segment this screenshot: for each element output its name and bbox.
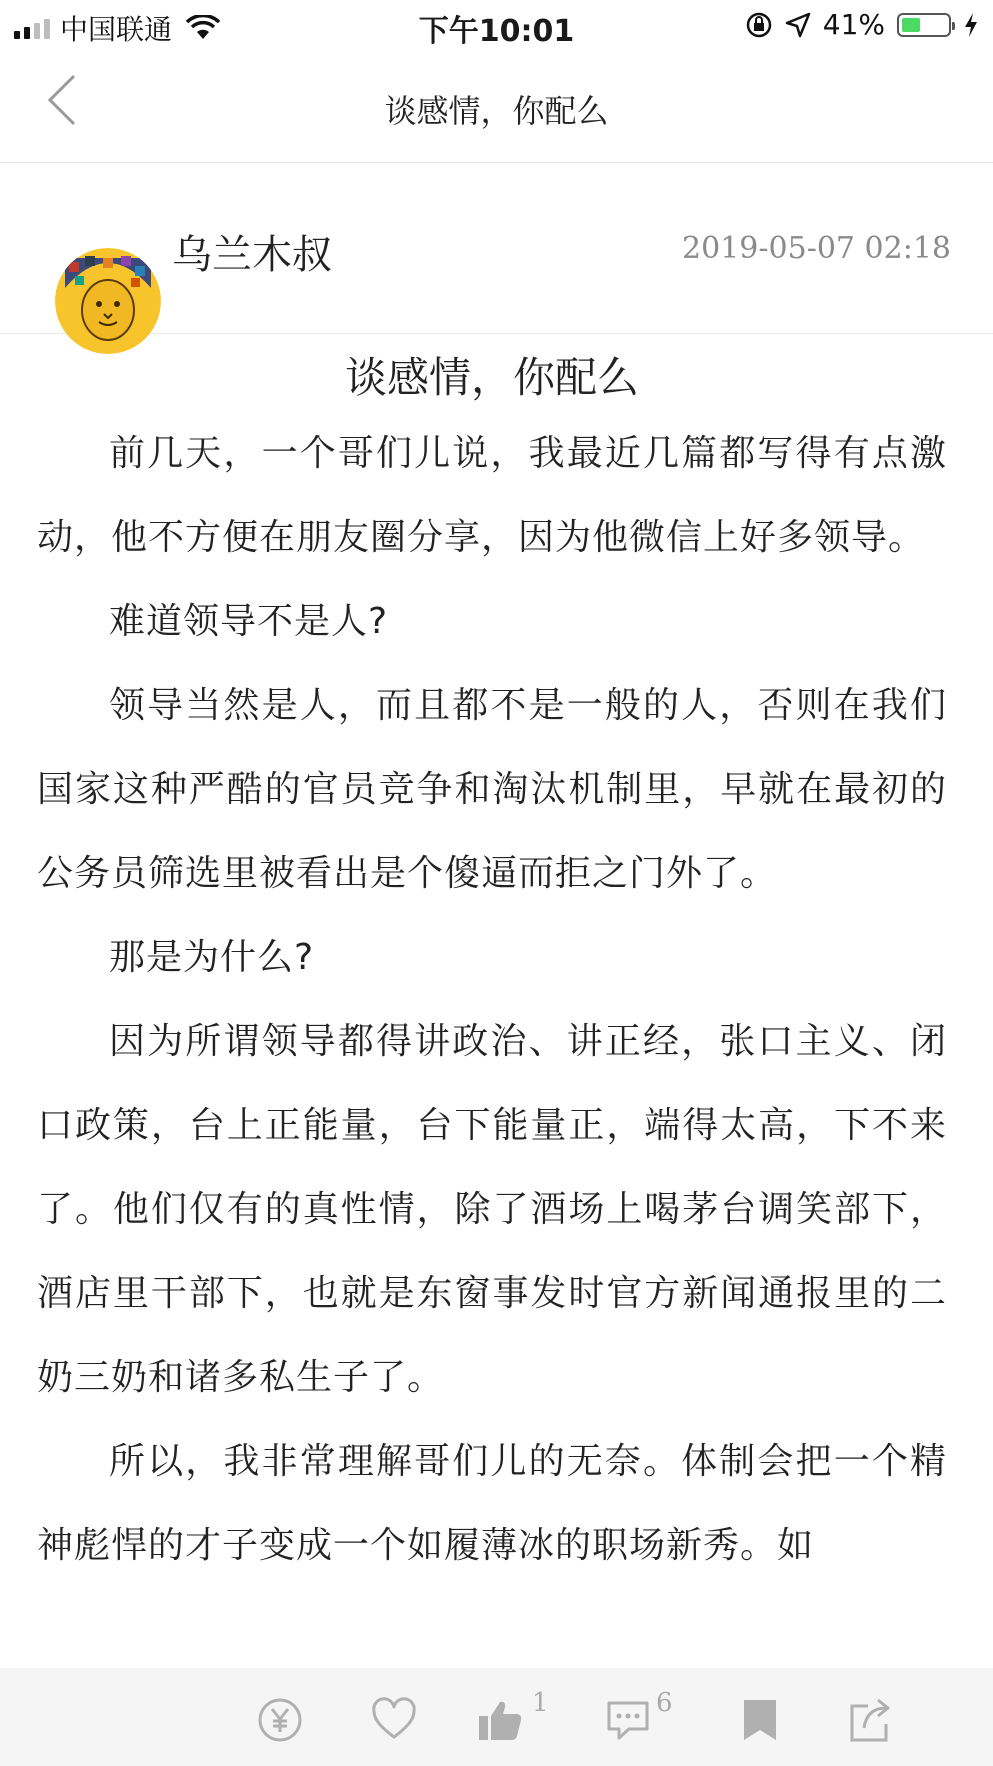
article-paragraph: 领导当然是人，而且都不是一般的人，否则在我们国家这种严酷的官员竞争和淘汰机制里，早就在最初的公务员筛选里被看出是个傻逼而拒之门外了。 — [37, 685, 947, 894]
article-paragraph: 那是为什么? — [109, 937, 315, 978]
comment-count: 6 — [656, 1688, 673, 1718]
article-paragraph: 前几天，一个哥们儿说，我最近几篇都写得有点激动，他不方便在朋友圈分享，因为他微信上好多领导。 — [37, 433, 947, 558]
post-timestamp: 2019-05-07 02:18 — [682, 231, 951, 266]
author-name[interactable]: 乌兰木叔 — [172, 232, 332, 278]
bookmark-button[interactable] — [736, 1696, 784, 1744]
status-time: 下午10:01 — [418, 14, 575, 49]
carrier-label: 中国联通 — [60, 13, 173, 46]
comment-icon — [604, 1696, 652, 1744]
status-bar — [0, 0, 993, 50]
article-paragraph: 因为所谓领导都得讲政治、讲正经，张口主义、闭口政策，台上正能量，台下能量正，端得太高，下不来了。他们仅有的真性情，除了酒场上喝茅台调笑部下，酒店里干部下，也就是东窗事发时官方新闻通报里的二奶三奶和诸多私生子了。 — [37, 1021, 947, 1398]
like-button[interactable] — [476, 1688, 549, 1744]
navigation-bar — [0, 50, 993, 163]
location-arrow-icon — [785, 12, 811, 38]
share-button[interactable] — [846, 1696, 894, 1744]
share-icon — [846, 1696, 894, 1744]
heart-icon — [370, 1696, 418, 1744]
status-right — [745, 8, 979, 41]
article-paragraph: 难道领导不是人? — [109, 601, 389, 642]
bookmark-icon — [736, 1696, 784, 1744]
tip-button[interactable] — [256, 1696, 304, 1744]
comment-button[interactable] — [604, 1688, 673, 1744]
like-count: 1 — [532, 1688, 549, 1718]
battery-icon — [897, 13, 951, 37]
yuan-coin-icon — [256, 1696, 304, 1744]
battery-percent: 41% — [822, 8, 885, 41]
orientation-lock-icon — [745, 11, 773, 39]
charging-bolt-icon — [963, 12, 979, 38]
thumbs-up-icon — [476, 1696, 524, 1744]
article-title: 谈感情，你配么 — [344, 353, 639, 402]
author-header — [0, 163, 993, 334]
article-body — [37, 350, 947, 1588]
bottom-toolbar — [0, 1668, 993, 1766]
article-paragraph: 所以，我非常理解哥们儿的无奈。体制会把一个精神彪悍的才子变成一个如履薄冰的职场新秀。如 — [37, 1441, 947, 1566]
favorite-button[interactable] — [370, 1696, 418, 1744]
page-title: 谈感情，你配么 — [384, 92, 609, 130]
avatar[interactable] — [55, 248, 161, 354]
